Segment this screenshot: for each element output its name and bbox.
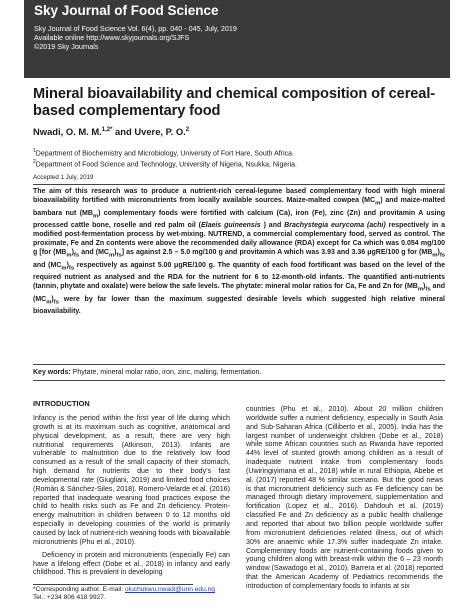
right-column [246, 405, 443, 591]
author-1: Nwadi, O. M. M. [33, 126, 102, 137]
left-column [33, 414, 230, 577]
author-2: Uvere, P. O. [134, 126, 186, 137]
abstract-scientific-name: Brachystegia eurycoma (achi) [284, 222, 386, 230]
abstract-sub: fs [425, 286, 431, 293]
abstract-text: respectively in a modified post-fermentation process by wet-mixing. NUTREND, a commercial complementary food, served as control. The proximate, Fe and Zn contents were above the recommended daily allowance (RDA) except for Ca which was 0.054 mg/100 g [for (MB [33, 222, 445, 257]
affiliation-1 [33, 147, 443, 158]
abstract-text: ) [114, 249, 117, 257]
abstract-text: ) [66, 261, 69, 269]
affiliation-2-text: Department of Food Science and Technology, University of Nigeria, Nsukka, Nigeria. [35, 161, 297, 169]
abstract-text: ) and maize-malted bambara nut (MB [33, 197, 446, 217]
abstract-text: ) [437, 249, 440, 257]
abstract-text: ] as against 2.5 – 5.0 mg/100 g and provitamin A which was 3.93 and 3.36 μgRE/100 g for (MB [121, 249, 433, 257]
abstract-text: The aim of this research was to produce a nutrient-rich cereal-legume based complementary food with high mineral bioavailability fortified with micronutrients from locally available sources. Maize-malted cowpea (MC [33, 188, 445, 205]
abstract-text: were by far lower than the maximum suggested desirable levels which suggested high relative mineral bioavailability. [33, 295, 445, 316]
corresponding-author [33, 586, 215, 594]
keywords [33, 369, 261, 376]
abstract-text: ) and [260, 222, 285, 230]
journal-citation: Sky Journal of Food Science Vol. 6(4), pp. 040 - 045, July, 2019 [34, 24, 237, 33]
abstract-sub: m [417, 286, 424, 293]
abstract-scientific-name: Elaeis guineensis [200, 222, 261, 230]
abstract-text: and (MC [33, 261, 62, 269]
abstract [33, 187, 445, 316]
introduction-heading: INTRODUCTION [33, 399, 90, 408]
journal-name: Sky Journal of Food Science [34, 3, 219, 18]
abstract-text: ) [71, 249, 74, 257]
affiliation-1-text: Department of Biochemistry and Microbiology, University of Fort Hare, South Africa. [35, 150, 294, 158]
abstract-text: respectively as against 5.00 μgRE/100 g. The quantity of each food fortificant was based on the level of the required nutrient as analysed and the RDA for the nutrient for 6 to 12-month-old infants. The quantified anti-nutrients (tannin, phytate and oxalate) were below the safe levels. The phytate: mineral molar ratios for Ca, Fe and Zn for (MB [33, 261, 445, 291]
abstract-top-rule [33, 184, 445, 185]
abstract-sub: m [92, 212, 99, 219]
paper-title: Mineral bioavailability and chemical composition of cereal-based complementary food [33, 86, 436, 119]
author-email-link[interactable]: oluchukwu.nwadi@unn.edu.ng [125, 586, 215, 593]
intro-paragraph: Infancy is the period within the first year of life during which growth is at its maximum such as cognitive, anatomical and physical development, as a result, there are very high nutritional requirements (Atkinson, 2013). Infants are vulnerable to malnutrition due to the relatively low food consumed as a result of the small capacity of their stomach, high demand for nutrients due to their body’s fast developmental rate (Giugliani, 2019) and limited food choices (Román & Sánchez-Siles, 2018). Romero-Velarde et al. (2016) reported that inadequate weaning food practices expose the child to health risks such as Fe and Zn deficiency. Protein-energy malnutrition in children between 0 to 12 months old especially in developing countries of the world is primarily caused by lack of nutrient-rich weaning foods with bioavailable micronutrients (Phu et al., 2010). [33, 414, 230, 546]
abstract-text: ) complementary foods were fortified with calcium (Ca), iron (Fe), zinc (Zn) and provitamin A using processed cattle bone, roselle and red palm oil ( [33, 209, 445, 230]
footnote-tel: Tel.: +234 806 418 9927. [33, 594, 106, 601]
journal-banner [24, 0, 450, 78]
abstract-text: and (MC [79, 249, 109, 257]
abstract-sub: fs [53, 299, 59, 306]
abstract-sub: fs [116, 252, 122, 259]
footnote [33, 586, 215, 602]
affiliation-1-sup: 1 [33, 148, 36, 154]
affiliations [33, 147, 443, 170]
intro-paragraph: Deficiency in protein and micronutrients (especially Fe) can have a lifelong effect (Dobe et al., 2018) in infancy and early childhood. This is prevalent in developing [33, 550, 230, 577]
abstract-sub: m [375, 200, 381, 207]
affiliation-2 [33, 158, 443, 169]
abstract-text: ) [423, 283, 426, 291]
intro-paragraph: countries (Phu et al., 2010). About 20 million children worldwide suffer a nutrient deficiency, especially in South Asia and Sub-Saharan Africa (Cilliberto et al., 2005). India has the largest number of underweight children (Dobe et al., 2018) while some African countries such as Rwanda have reported 44% level of stunted growth among children as a result of inadequate nutrient intake from complementary foods (Uwiringiyimana et al., 2018) while in rural Ethiopia, Abebe et al. (2017) reported 48 % similar scenario. But the good news is that micronutrient deficiency such as Fe deficiency can be managed through dietary improvement, supplementation and fortification (Lopez et al., 2016). Dahdouh et al. (2019) classified Fe and Zn deficiency as a public health challenge and reported that about two billion people worldwide suffer from micronutrient deficiencies related illness, out of which 30% are anaemic while 17.3% suffer inadequate Zn intake. Complementary foods are nutrient-containing foods given to young children along with breast-milk within the 6 – 23 month window (Sawadogo et al., 2010). Barrera et al. (2018) reported that the American Academy of Pediatrics recommends the introduction of complementary foods to infants at six [246, 405, 443, 590]
journal-copyright: ©2019 Sky Journals [34, 42, 99, 51]
abstract-sub: fs [68, 265, 75, 272]
abstract-sub: fs [439, 252, 445, 259]
abstract-sub: m [108, 252, 115, 259]
author-list [33, 126, 189, 137]
keywords-label: Key words: [33, 369, 71, 376]
abstract-sub: m [66, 252, 72, 259]
abstract-sub: fs [73, 252, 80, 259]
keywords-bottom-rule [33, 380, 445, 381]
abstract-text: and (MC [33, 283, 445, 303]
keywords-text: Phytate, mineral molar ratio, iron, zinc, malting, fermentation. [70, 369, 262, 376]
abstract-sub: m [46, 299, 52, 306]
journal-online: Available online http://www.skyjournals.org/SJFS [34, 33, 190, 42]
abstract-text: ) [51, 295, 54, 303]
abstract-sub: m [61, 265, 67, 272]
abstract-bottom-rule [33, 364, 445, 365]
author-and: and [112, 126, 135, 137]
author-1-sup: 1,2* [101, 126, 113, 133]
author-2-sup: 2 [185, 126, 190, 133]
footnote-rule [33, 584, 193, 585]
affiliation-2-sup: 2 [33, 159, 36, 166]
footnote-label: *Corresponding author. E-mail: [33, 586, 125, 593]
abstract-sub: m [432, 252, 438, 259]
accepted-date: Accepted 1 July, 2019 [33, 174, 94, 181]
